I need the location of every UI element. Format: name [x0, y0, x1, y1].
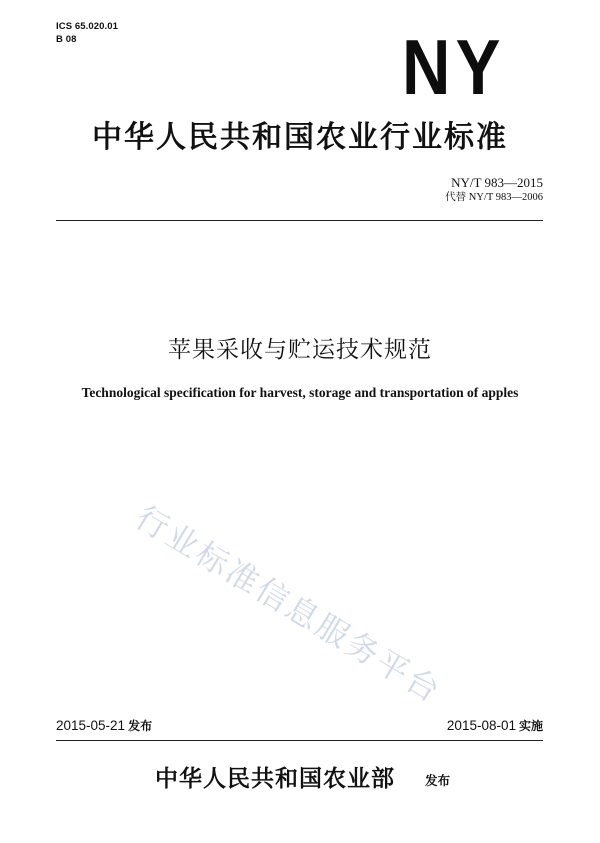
ccs-code: B 08 [56, 34, 77, 45]
document-title-en: Technological specification for harvest, storage and transportation of apples [81, 385, 519, 400]
implement-date: 2015-08-01 [446, 718, 516, 733]
standard-category-title: 中华人民共和国农业行业标准 [92, 120, 508, 155]
standard-number: NY/T 983—2015 [451, 175, 543, 190]
replaces-standard: 代替 NY/T 983—2006 [445, 192, 543, 203]
issue-label: 发布 [128, 719, 153, 733]
document-title-zh: 苹果采收与贮运技术规范 [168, 337, 432, 363]
issuer-action: 发布 [425, 773, 451, 788]
issue-date: 2015-05-21 [56, 718, 126, 733]
top-divider [56, 220, 543, 221]
issuer-name: 中华人民共和国农业部 [155, 766, 395, 792]
watermark: 行业标准信息服务平台 [128, 498, 449, 711]
ics-code: ICS 65.020.01 [56, 21, 119, 32]
implement-date-block [447, 718, 543, 734]
issue-date-block [56, 718, 152, 734]
ny-logo: NY [402, 23, 506, 111]
bottom-divider [56, 740, 543, 741]
implement-label: 实施 [518, 719, 543, 733]
